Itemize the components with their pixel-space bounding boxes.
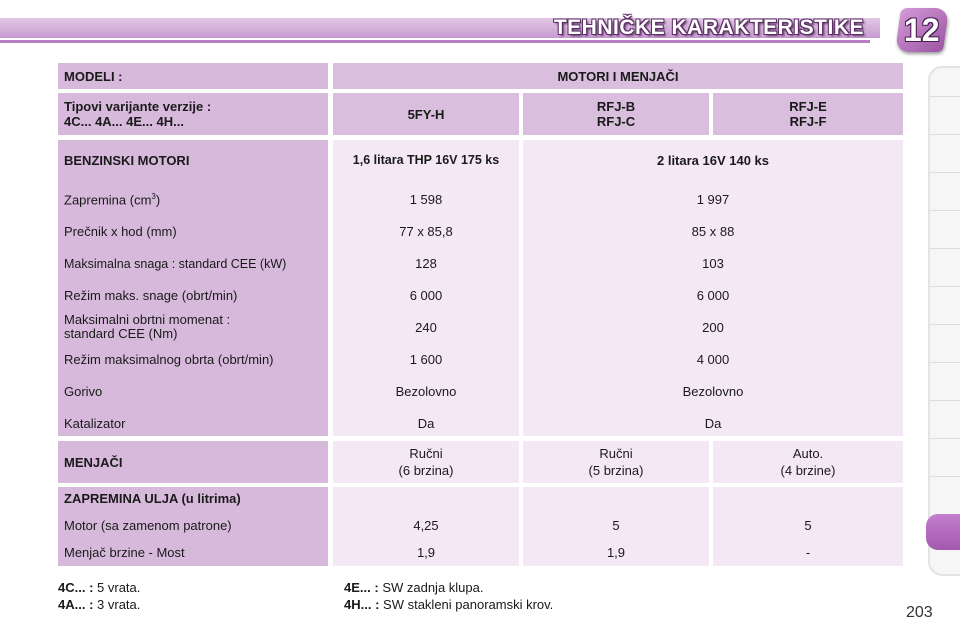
gearbox-col1-gears: (6 brzina): [398, 463, 454, 478]
oil-row-value3: 5: [804, 518, 812, 533]
oil-row-value1: 4,25: [413, 518, 439, 533]
tab-divider: [930, 400, 960, 401]
engine2-header: 2 litara 16V 140 ks: [656, 153, 770, 168]
tab-divider: [930, 134, 960, 135]
chapter-tab-active[interactable]: [926, 514, 960, 550]
variants-label: [58, 93, 328, 135]
engine-row-value1: 6 000: [409, 288, 443, 303]
footnote-text: 3 vrata.: [97, 597, 141, 612]
engine-row-label: Prečnik x hod (mm): [64, 224, 177, 239]
tab-divider: [930, 286, 960, 287]
oil-row-value2: 1,9: [606, 545, 626, 560]
oil-row-value3: -: [805, 545, 811, 560]
oil-row-label: Menjač brzine - Most: [64, 545, 185, 560]
tab-divider: [930, 172, 960, 173]
engine-row-value2: 1 997: [696, 192, 730, 207]
tab-divider: [930, 324, 960, 325]
engine-row-label: Maksimalna snaga : standard CEE (kW): [64, 257, 287, 271]
footnote-text: 5 vrata.: [97, 580, 141, 595]
chapter-number: 12: [904, 11, 940, 48]
footnote-key: 4C... :: [58, 580, 94, 595]
tab-divider: [930, 210, 960, 211]
engine-row-value2: 6 000: [696, 288, 730, 303]
engine-row-value2: Da: [704, 416, 722, 431]
tab-divider: [930, 96, 960, 97]
page-header: [0, 0, 960, 46]
page-number: 203: [906, 604, 933, 621]
engine-row-value1: Da: [417, 416, 435, 431]
engine-row-label-line2: standard CEE (Nm): [64, 326, 178, 341]
models-label: MODELI :: [58, 63, 328, 89]
footnote-text: SW zadnja klupa.: [382, 580, 484, 595]
variant-col2: [523, 93, 709, 135]
tab-divider: [930, 438, 960, 439]
engine-row-value2: Bezolovno: [682, 384, 744, 399]
engine-row-value1: Bezolovno: [395, 384, 457, 399]
variant-col3-line1: RFJ-E: [789, 99, 827, 114]
variants-label-line2: 4C... 4A... 4E... 4H...: [64, 114, 184, 129]
engine-row-value1: 128: [415, 256, 437, 271]
engine-row-label: Katalizator: [64, 416, 126, 431]
gearbox-label: MENJAČI: [58, 441, 328, 483]
oil-section-label: ZAPREMINA ULJA (u litrima): [64, 491, 241, 506]
footnote-text: SW stakleni panoramski krov.: [383, 597, 554, 612]
engine1-header: 1,6 litara THP 16V 175 ks: [352, 153, 500, 167]
tab-divider: [930, 248, 960, 249]
engine-row-value2: 4 000: [696, 352, 730, 367]
tab-divider: [930, 362, 960, 363]
footnote-key: 4E... :: [344, 580, 379, 595]
variants-label-line1: Tipovi varijante verzije :: [64, 99, 212, 114]
variant-col3-line2: RFJ-F: [789, 114, 827, 129]
header-divider: [0, 40, 870, 43]
engine-row-label: Zapremina $(cm^3)$: [64, 192, 161, 208]
variant-col2-line2: RFJ-C: [596, 114, 636, 129]
engine-row-value2: 200: [702, 320, 724, 335]
engines-section-label: BENZINSKI MOTORI: [64, 153, 190, 168]
footnote-key: 4A... :: [58, 597, 94, 612]
engine-row-label: Režim maksimalnog obrta (obrt/min): [64, 352, 274, 367]
chapter-tab-rail: [928, 66, 960, 576]
gearbox-col2-gears: (5 brzina): [588, 463, 644, 478]
models-value: MOTORI I MENJAČI: [333, 63, 903, 89]
engine-row-value2: 85 x 88: [691, 224, 735, 239]
variant-col3: [713, 93, 903, 135]
tab-divider: [930, 476, 960, 477]
engine-row-label-line1: Maksimalni obrtni momenat :: [64, 312, 231, 327]
gearbox-col1-type: Ručni: [409, 446, 443, 461]
gearbox-col3: [713, 441, 903, 483]
footnote-4e: [344, 580, 483, 595]
oil-row-label: Motor (sa zamenom patrone): [64, 518, 232, 533]
gearbox-col2-type: Ručni: [599, 446, 633, 461]
page-title: TEHNIČKE KARAKTERISTIKE: [553, 16, 864, 39]
engine-row-label: Režim maks. snage (obrt/min): [64, 288, 238, 303]
engine-row-label: Gorivo: [64, 384, 103, 399]
oil-row-value2: 5: [612, 518, 620, 533]
gearbox-col2: [523, 441, 709, 483]
variant-col2-line1: RFJ-B: [596, 99, 636, 114]
engine-row-value1: 77 x 85,8: [399, 224, 453, 239]
engine-row-value2: 103: [702, 256, 724, 271]
gearbox-col3-type: Auto.: [792, 446, 824, 461]
oil-row-value1: 1,9: [416, 545, 436, 560]
engine-row-label: [64, 313, 230, 341]
footnote-4h: [344, 597, 553, 612]
gearbox-col3-gears: (4 brzine): [780, 463, 836, 478]
gearbox-col1: [333, 441, 519, 483]
engine-row-value1: 1 600: [409, 352, 443, 367]
footnote-4a: [58, 597, 140, 612]
chapter-badge: [895, 8, 949, 52]
engine-row-value1: 1 598: [409, 192, 443, 207]
footnote-key: 4H... :: [344, 597, 380, 612]
footnote-4c: [58, 580, 140, 595]
variant-col1: 5FY-H: [333, 93, 519, 135]
engine-row-value1: 240: [415, 320, 437, 335]
